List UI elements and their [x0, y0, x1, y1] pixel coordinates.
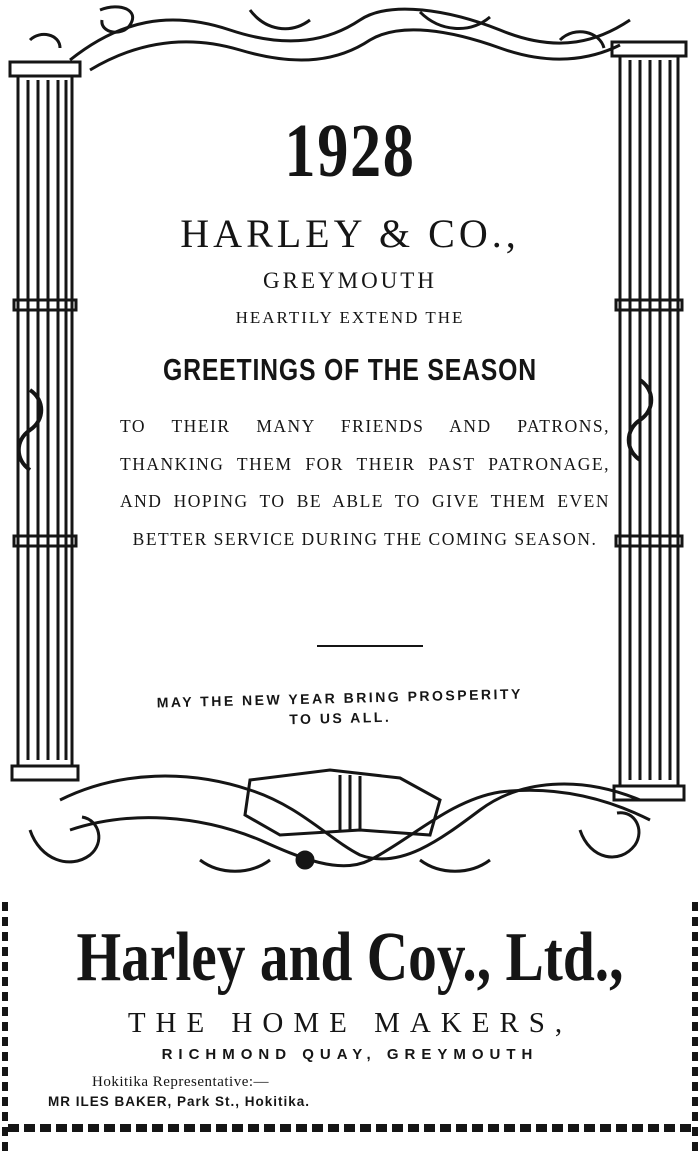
closing-line-1: MAY THE NEW YEAR BRING PROSPERITY: [156, 685, 523, 711]
top-scroll-ornament: [30, 7, 630, 70]
box-bottom-border: [8, 1124, 692, 1132]
representative-label: Hokitika Representative:—: [92, 1074, 270, 1090]
bottom-scroll-ornament: [30, 770, 650, 871]
extend-line: HEARTILY EXTEND THE: [235, 308, 465, 327]
divider-rule: [317, 645, 423, 647]
closing-line-2: TO US ALL.: [289, 708, 392, 728]
town-name: GREYMOUTH: [263, 268, 437, 293]
year-heading: 1928: [284, 109, 416, 193]
greeting-message: TO THEIR MANY FRIENDS AND PATRONS, THANKING THEM FOR THEIR PAST PATRONAGE, AND HOPING TO BE ABLE TO GIVE THEM EVEN BETTER SERVICE DURING THE COMING SEASON.: [120, 416, 610, 549]
business-address: RICHMOND QUAY, GREYMOUTH: [161, 1046, 539, 1063]
company-name: HARLEY & CO.,: [180, 211, 520, 256]
representative-name: MR ILES BAKER, Park St., Hokitika.: [48, 1094, 311, 1109]
business-tagline: THE HOME MAKERS,: [127, 1007, 573, 1039]
business-name: Harley and Coy., Ltd.,: [76, 919, 624, 996]
season-greeting: GREETINGS OF THE SEASON: [163, 352, 537, 387]
